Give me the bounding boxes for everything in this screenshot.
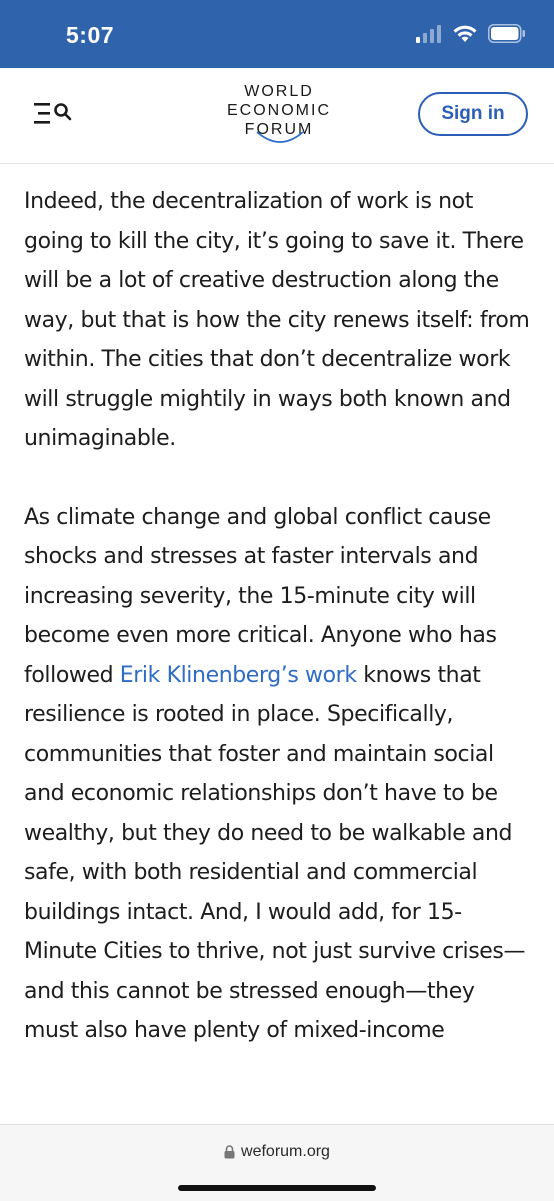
status-bar	[0, 0, 554, 68]
logo-line-world: WORLD	[244, 83, 314, 100]
browser-address-bar	[0, 1124, 554, 1201]
logo-line-forum: FORUM	[244, 121, 314, 138]
wef-logo[interactable]	[220, 82, 338, 154]
menu-search-icon	[34, 100, 74, 132]
logo-arc-icon	[255, 128, 305, 148]
status-icons	[416, 24, 526, 43]
sign-in-button[interactable]: Sign in	[418, 92, 528, 136]
paragraph-2-text-end: knows that resilience is rooted in place. Specifically, communities that foster and maintain social and economic relationships don’t have to be wealthy, but they do need to be walkable and safe, with both residential and commercial buildings intact. And, I would add, for 15-Minute Cities to thrive, not just survive crises—and this cannot be stressed enough—they must also have plenty of mixed-income	[24, 662, 526, 1043]
logo-line-economic: ECONOMIC	[227, 102, 331, 119]
erik-klinenberg-link[interactable]: Erik Klinenberg’s work	[119, 662, 357, 688]
menu-search-button[interactable]	[34, 100, 74, 132]
wifi-icon	[452, 24, 478, 43]
article-body	[24, 182, 534, 1090]
cellular-signal-icon	[416, 25, 442, 43]
battery-icon	[488, 24, 526, 43]
article-paragraph-2	[24, 498, 534, 1051]
site-header	[0, 68, 554, 164]
status-time: 5:07	[66, 22, 115, 48]
url-text: weforum.org	[241, 1143, 330, 1160]
article-paragraph-1: Indeed, the decentralization of work is not going to kill the city, it’s going to save it. There will be a lot of creative destruction along the way, but that is how the city renews itself: from within. The cities that don’t decentralize work will struggle mightily in ways both known and unimaginable.	[24, 189, 530, 451]
lock-icon	[224, 1145, 235, 1159]
home-indicator[interactable]	[178, 1185, 376, 1191]
url-display[interactable]	[0, 1143, 554, 1161]
paragraph-2-text-start: As climate change and global conflict cause shocks and stresses at faster intervals and increasing severity, the 15-minute city will become even more critical. Anyone who has followed	[24, 504, 497, 688]
